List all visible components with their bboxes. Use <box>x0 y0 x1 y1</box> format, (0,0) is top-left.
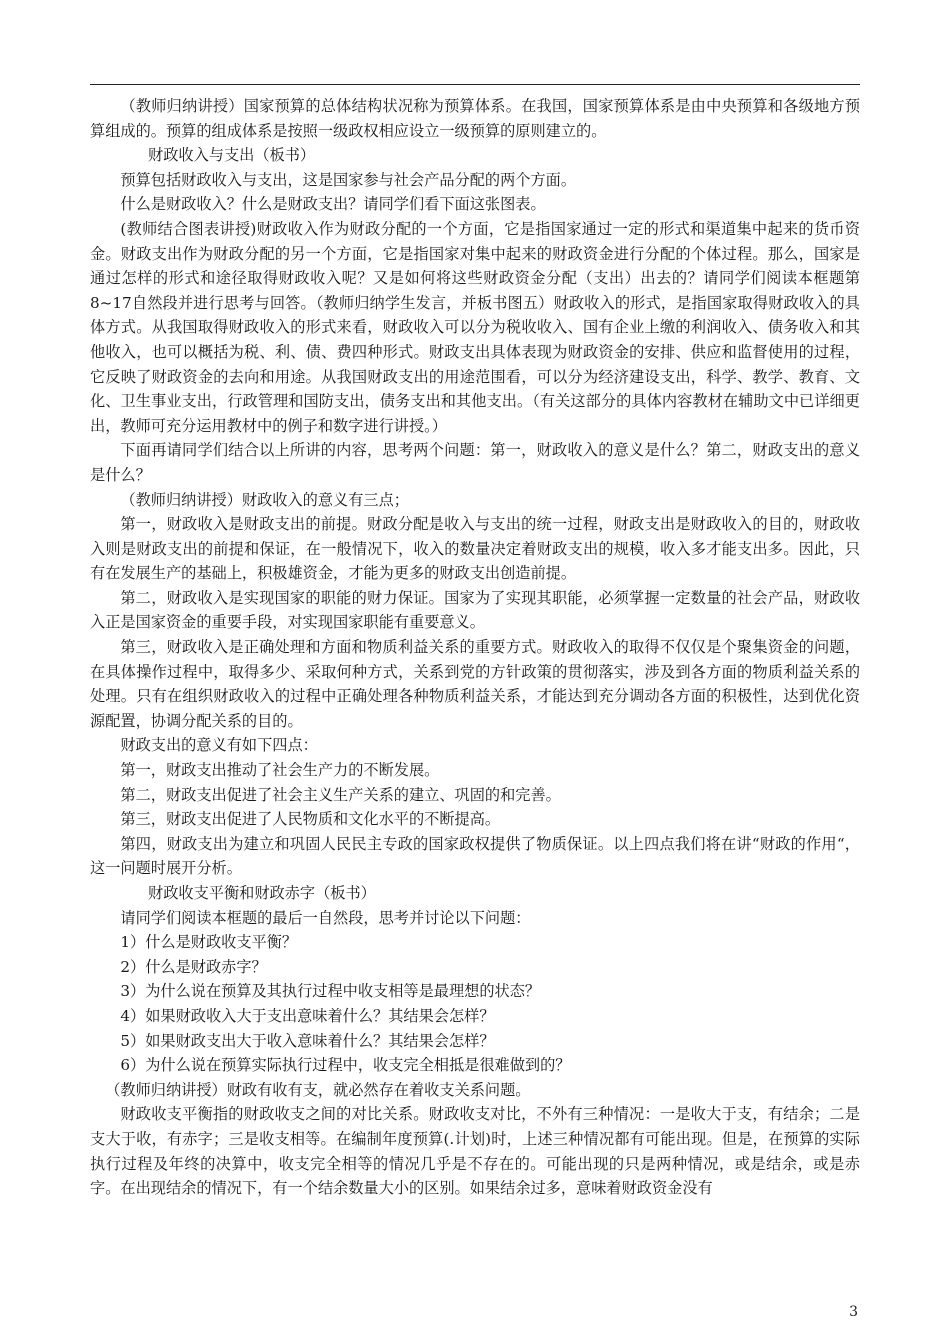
page-number: 3 <box>849 1304 858 1320</box>
section-heading: 财政收支平衡和财政赤字（板书） <box>148 884 376 902</box>
question-item: 6）为什么说在预算实际执行过程中，收支完全相抵是很难做到的？ <box>120 1056 571 1075</box>
header-rule <box>90 84 860 85</box>
paragraph: 第一，财政收入是财政支出的前提。财政分配是收入与支出的统一过程，财政支出是财政收入的目的，财政收入则是财政支出的前提和保证，在一般情况下，收入的数量决定着财政支出的规模，收入多才能支出多。因此，只有在发展生产的基础上，积极雄资金，才能为更多的财政支出创造前提。 <box>90 515 860 583</box>
question-item: 3）为什么说在预算及其执行过程中收支相等是最理想的状态？ <box>120 982 541 1001</box>
question-item: 4）如果财政收入大于支出意味着什么？其结果会怎样？ <box>120 1006 495 1025</box>
paragraph: 请同学们阅读本框题的最后一自然段，思考并讨论以下问题： <box>120 908 531 927</box>
paragraph: 第四，财政支出为建立和巩固人民民主专政的国家政权提供了物质保证。以上四点我们将在讲“财政的作用“，这一问题时展开分析。 <box>90 834 860 878</box>
paragraph: 第三，财政支出促进了人民物质和文化水平的不断提高。 <box>120 810 501 829</box>
paragraph: 什么是财政收入？什么是财政支出？请同学们看下面这张图表。 <box>120 195 546 214</box>
paragraph: （教师归纳讲授）财政收入的意义有三点； <box>120 490 409 509</box>
section-heading: 财政收入与支出（板书） <box>148 146 316 165</box>
paragraph: 财政支出的意义有如下四点： <box>120 736 318 755</box>
paragraph: 第二，财政支出促进了社会主义生产关系的建立、巩固的和完善。 <box>120 785 561 804</box>
paragraph: 财政收支平衡指的财政收支之间的对比关系。财政收支对比，不外有三种情况：一是收大于支，有结余；二是支大于收，有赤字；三是收支相等。在编制年度预算(.计划)时，上述三种情况都有可能出现。但是，在预算的实际执行过程及年终的决算中，收支完全相等的情况几乎是不存在的。可能出现的只是两种情况，或是结余，或是赤字。在出现结余的情况下，有一个结余数量大小的区别。如果结余过多，意味着财政资金没有 <box>90 1105 860 1198</box>
question-item: 2）什么是财政赤字？ <box>120 957 267 976</box>
paragraph: （教师归纳讲授）财政有收有支，就必然存在着收支关系问题。 <box>105 1080 531 1099</box>
question-item: 1）什么是财政收支平衡？ <box>120 933 298 952</box>
paragraph: 下面再请同学们结合以上所讲的内容，思考两个问题：第一，财政收入的意义是什么？第二，财政支出的意义是什么？ <box>90 441 860 484</box>
paragraph: （教师归纳讲授）国家预算的总体结构状况称为预算体系。在我国，国家预算体系是由中央预算和各级地方预算组成的。预算的组成体系是按照一级政权相应设立一级预算的原则建立的。 <box>90 97 860 140</box>
paragraph: 第一，财政支出推动了社会生产力的不断发展。 <box>120 761 440 780</box>
paragraph: (教师结合图表讲授)财政收入作为财政分配的一个方面，它是指国家通过一定的形式和渠道集中起来的货币资金。财政支出作为财政分配的另一个方面，它是指国家对集中起来的财政资金进行分配的个体过程。那么，国家是通过怎样的形式和途径取得财政收入呢？又是如何将这些财政资金分配（支出）出去的？请同学们阅读本框题第8~17自然段并进行思考与回答。（教师归纳学生发言，并板书图五）财政收入的形式，是指国家取得财政收入的具体方式。从我国取得财政收入的形式来看，财政收入可以分为税收收入、国有企业上缴的利润收入、债务收入和其他收入，也可以概括为税、利、债、费四种形式。财政支出具体表现为财政资金的安排、供应和监督使用的过程，它反映了财政资金的去向和用途。从我国财政支出的用途范围看，可以分为经济建设支出，科学、教学、教育、文化、卫生事业支出，行政管理和国防支出，债务支出和其他支出。（有关这部分的具体内容教材在辅助文中已详细更出，教师可充分运用教材中的例子和数字进行讲授。） <box>90 219 860 435</box>
document-body <box>90 94 860 1201</box>
paragraph: 第二，财政收入是实现国家的职能的财力保证。国家为了实现其职能，必须掌握一定数量的社会产品，财政收入正是国家资金的重要手段，对实现国家职能有重要意义。 <box>90 588 860 632</box>
paragraph: 预算包括财政收入与支出，这是国家参与社会产品分配的两个方面。 <box>120 170 577 189</box>
question-item: 5）如果财政支出大于收入意味着什么？其结果会怎样？ <box>120 1031 495 1050</box>
paragraph: 第三，财政收入是正确处理和方面和物质利益关系的重要方式。财政收入的取得不仅仅是个聚集资金的问题，在具体操作过程中，取得多少、采取何种方式，关系到党的方针政策的贯彻落实，涉及到各方面的物质利益关系的处理。只有在组织财政收入的过程中正确处理各种物质利益关系，才能达到充分调动各方面的积极性，达到优化资源配置，协调分配关系的目的。 <box>90 638 860 730</box>
